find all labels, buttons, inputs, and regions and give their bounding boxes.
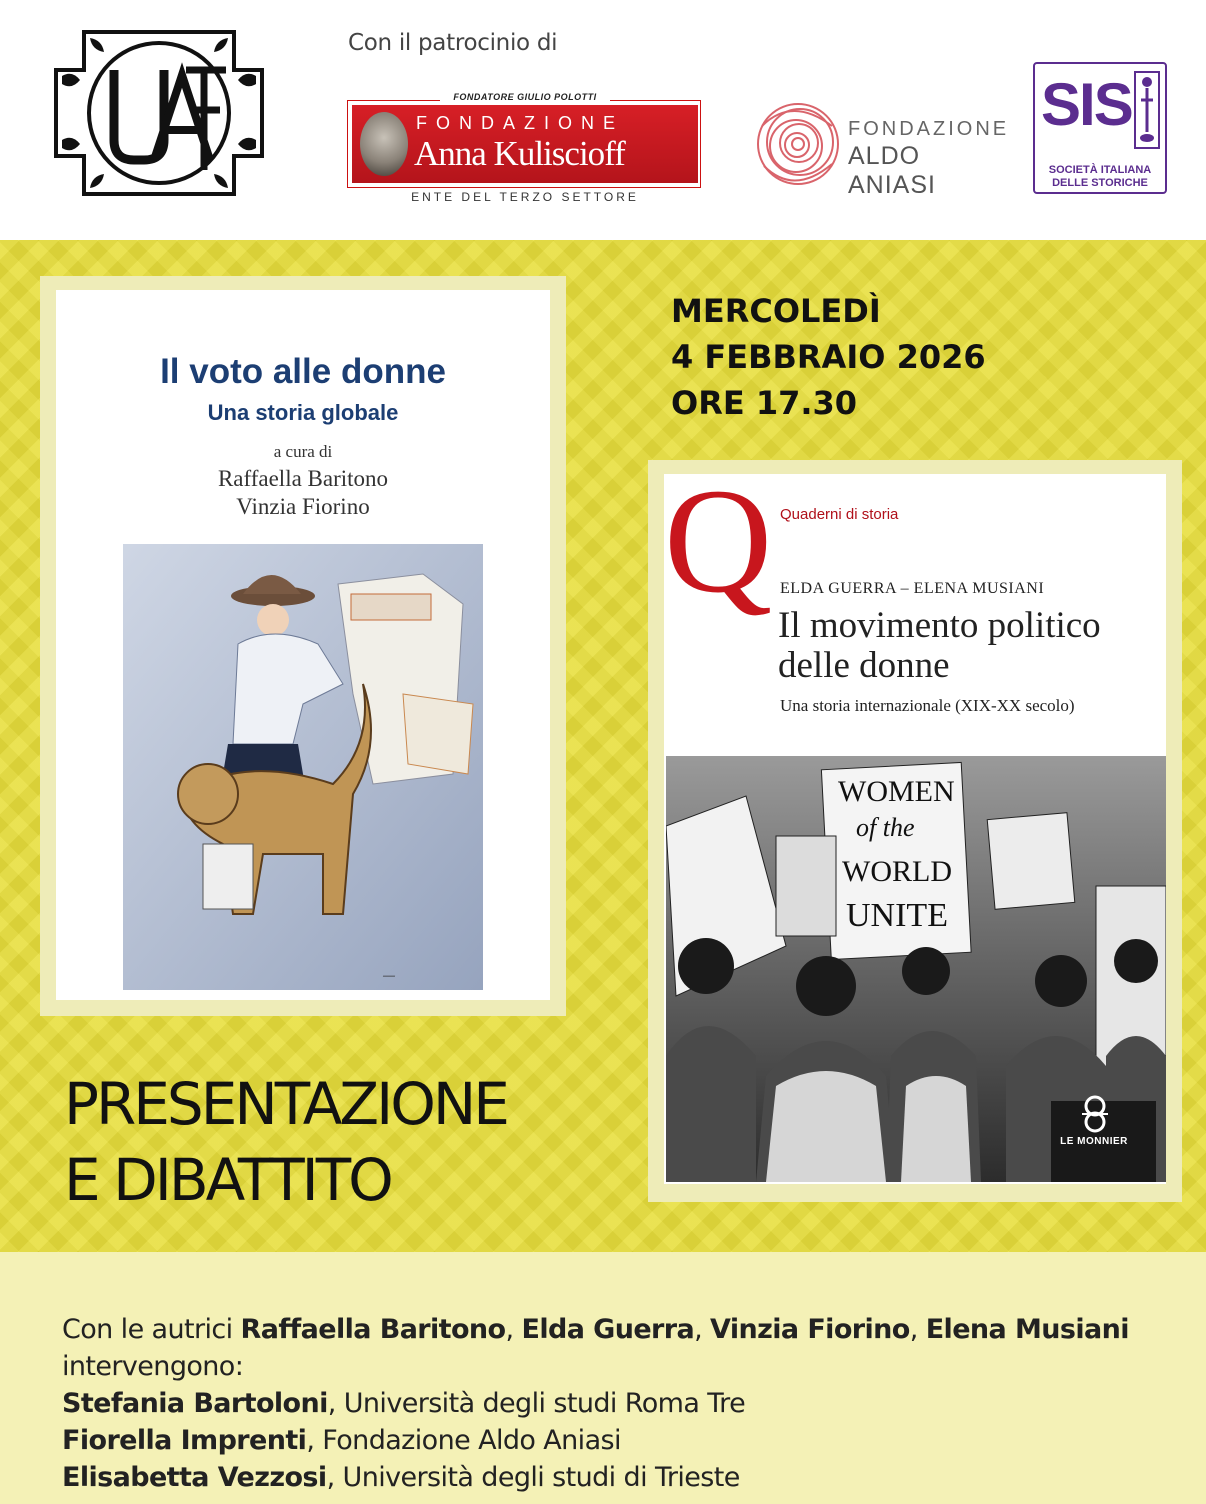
speaker-line bbox=[62, 1462, 740, 1493]
speaker-affiliation: , Università degli studi Roma Tre bbox=[327, 1388, 746, 1419]
book1-curated: a cura di bbox=[273, 442, 333, 461]
book1-author1: Raffaella Baritono bbox=[217, 466, 389, 491]
authors-line bbox=[62, 1314, 1129, 1345]
kuliscioff-name: Anna Kuliscioff bbox=[414, 134, 625, 173]
book2-title-line1: Il movimento politico bbox=[778, 605, 1101, 646]
speakers-panel bbox=[0, 1252, 1206, 1504]
event-day: MERCOLEDÌ bbox=[671, 292, 881, 330]
le-monnier-logo-icon bbox=[1072, 1094, 1118, 1134]
svg-text:—: — bbox=[383, 968, 395, 982]
kuliscioff-tagline: ENTE DEL TERZO SETTORE bbox=[411, 190, 639, 204]
header bbox=[0, 0, 1206, 240]
kuliscioff-portrait bbox=[360, 112, 408, 176]
sis-line2: DELLE STORICHE bbox=[1052, 177, 1148, 189]
author-name: Raffaella Baritono bbox=[240, 1314, 506, 1345]
aniasi-line1: FONDAZIONE bbox=[848, 118, 1010, 140]
svg-text:UNITE: UNITE bbox=[846, 897, 948, 934]
speaker-line bbox=[62, 1388, 745, 1419]
separator: , bbox=[909, 1314, 918, 1345]
rose-icon bbox=[752, 96, 844, 192]
author-name: Elda Guerra bbox=[521, 1314, 695, 1345]
aniasi-line2: ALDO ANIASI bbox=[848, 142, 936, 199]
svg-text:of the: of the bbox=[856, 813, 915, 842]
presentation-line1: PRESENTAZIONE bbox=[64, 1070, 507, 1138]
uaf-logo bbox=[54, 30, 264, 196]
event-date: 4 FEBBRAIO 2026 bbox=[671, 338, 986, 376]
book2-series: Quaderni di storia bbox=[780, 506, 899, 523]
speaker-affiliation: , Fondazione Aldo Aniasi bbox=[306, 1425, 621, 1456]
sis-letters: SIS bbox=[1041, 71, 1132, 138]
kuliscioff-fondazione: FONDAZIONE bbox=[416, 113, 625, 133]
book2-publisher: LE MONNIER bbox=[1060, 1136, 1128, 1147]
author-name: Elena Musiani bbox=[925, 1314, 1129, 1345]
speaker-name: Elisabetta Vezzosi bbox=[62, 1462, 327, 1493]
book2-cover bbox=[664, 458, 1166, 1184]
kuliscioff-founder: FONDATORE GIULIO POLOTTI bbox=[440, 92, 610, 102]
patronage-text: Con il patrocinio di bbox=[348, 30, 558, 56]
book2-authors: ELDA GUERRA – ELENA MUSIANI bbox=[780, 580, 1045, 597]
book2-title-line2: delle donne bbox=[778, 645, 950, 686]
speaker-line bbox=[62, 1425, 621, 1456]
sis-logo bbox=[1033, 62, 1167, 194]
book1-title: Il voto alle donne bbox=[160, 352, 446, 391]
svg-text:WORLD: WORLD bbox=[842, 855, 952, 888]
author-name: Vinzia Fiorino bbox=[710, 1314, 910, 1345]
book1-illustration bbox=[123, 544, 483, 990]
book1-subtitle: Una storia globale bbox=[207, 400, 399, 425]
presentation-line2: E DIBATTITO bbox=[64, 1146, 391, 1214]
book2-series-letter: Q bbox=[664, 458, 773, 624]
aniasi-logo bbox=[752, 96, 1010, 199]
book2-subtitle: Una storia internazionale (XIX-XX secolo) bbox=[780, 696, 1075, 715]
speaker-affiliation: , Università degli studi di Trieste bbox=[326, 1462, 740, 1493]
figure-icon bbox=[1133, 70, 1161, 150]
sis-line1: SOCIETÀ ITALIANA bbox=[1048, 164, 1152, 176]
event-time: ORE 17.30 bbox=[671, 384, 858, 422]
separator: , bbox=[694, 1314, 703, 1345]
speaker-name: Fiorella Imprenti bbox=[62, 1425, 307, 1456]
separator: , bbox=[505, 1314, 514, 1345]
svg-text:WOMEN: WOMEN bbox=[838, 775, 955, 808]
kuliscioff-logo bbox=[346, 92, 704, 202]
speaker-name: Stefania Bartoloni bbox=[62, 1388, 328, 1419]
intervene-line: intervengono: bbox=[62, 1351, 244, 1382]
authors-intro: Con le autrici bbox=[62, 1314, 233, 1345]
book1-cover bbox=[56, 290, 550, 1000]
book1-author2: Vinzia Fiorino bbox=[236, 494, 370, 519]
